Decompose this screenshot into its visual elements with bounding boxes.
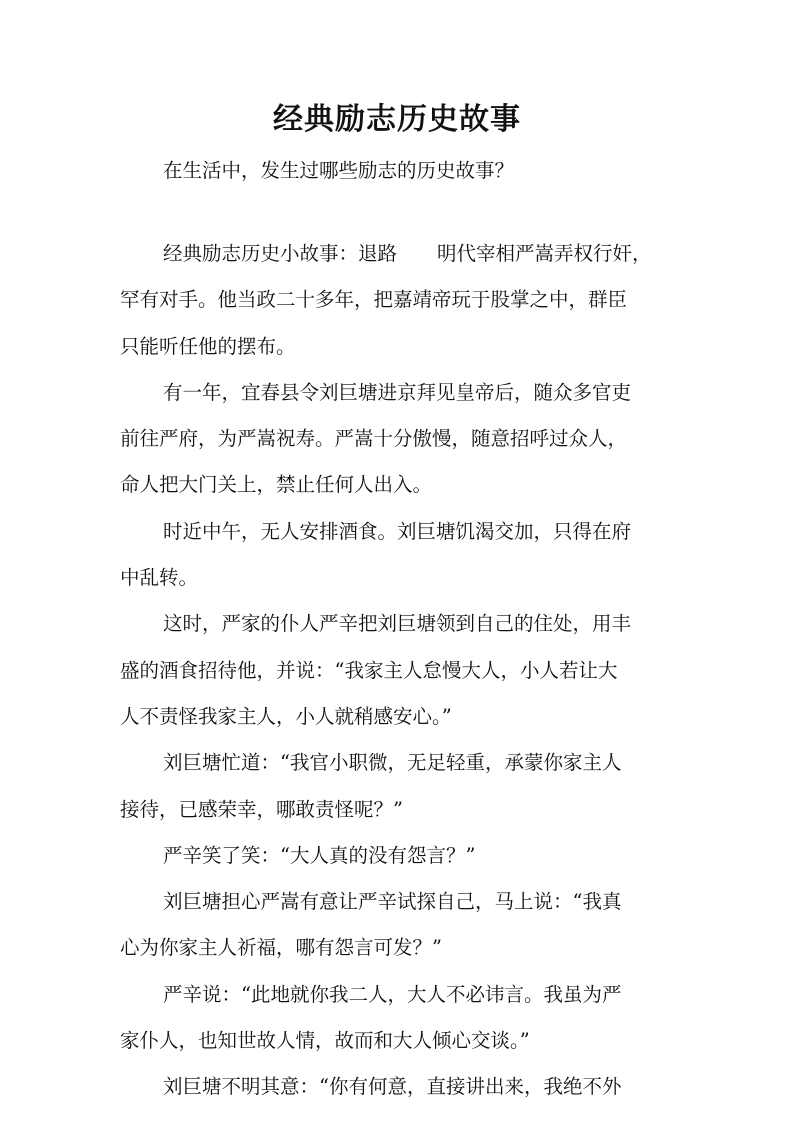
body-line: 时近中午，无人安排酒食。刘巨塘饥渴交加，只得在府: [163, 519, 632, 543]
story-heading: 经典励志历史小故事：退路: [163, 242, 398, 265]
body-line: 盛的酒食招待他，并说：“我家主人怠慢大人，小人若让大: [120, 658, 618, 682]
body-line: 严辛笑了笑：“大人真的没有怨言？”: [163, 843, 476, 867]
document-body: [120, 231, 680, 1111]
body-line: 严辛说：“此地就你我二人，大人不必讳言。我虽为严: [163, 982, 622, 1006]
body-line: 这时，严家的仆人严辛把刘巨塘领到自己的住处，用丰: [163, 612, 632, 636]
body-line: 刘巨塘忙道：“我官小职微，无足轻重，承蒙你家主人: [163, 751, 622, 775]
body-line: 人不责怪我家主人，小人就稍感安心。”: [120, 704, 452, 728]
body-line-text: 明代宰相严嵩弄权行奸，: [437, 242, 652, 265]
body-line: 刘巨塘不明其意：“你有何意，直接讲出来，我绝不外: [163, 1075, 622, 1099]
body-line: 家仆人，也知世故人情，故而和大人倾心交谈。”: [120, 1029, 530, 1053]
body-line: 只能听任他的摆布。: [120, 334, 296, 358]
body-line: 命人把大门关上，禁止任何人出入。: [120, 473, 433, 497]
body-line: 中乱转。: [120, 566, 199, 590]
body-line: 有一年，宜春县令刘巨塘进京拜见皇帝后，随众多官吏: [163, 380, 632, 404]
body-line: [120, 231, 680, 277]
body-line: 前往严府，为严嵩祝寿。严嵩十分傲慢，随意招呼过众人，: [120, 427, 628, 451]
body-line: 心为你家主人祈福，哪有怨言可发？”: [120, 936, 442, 960]
body-line: 罕有对手。他当政二十多年，把嘉靖帝玩于股掌之中，群臣: [120, 288, 628, 312]
body-line: 接待，已感荣幸，哪敢责怪呢？”: [120, 797, 403, 821]
body-line: 刘巨塘担心严嵩有意让严辛试探自己，马上说：“我真: [163, 890, 622, 914]
document-title: 经典励志历史故事: [273, 102, 521, 137]
document-subtitle: 在生活中，发生过哪些励志的历史故事？: [163, 159, 515, 182]
